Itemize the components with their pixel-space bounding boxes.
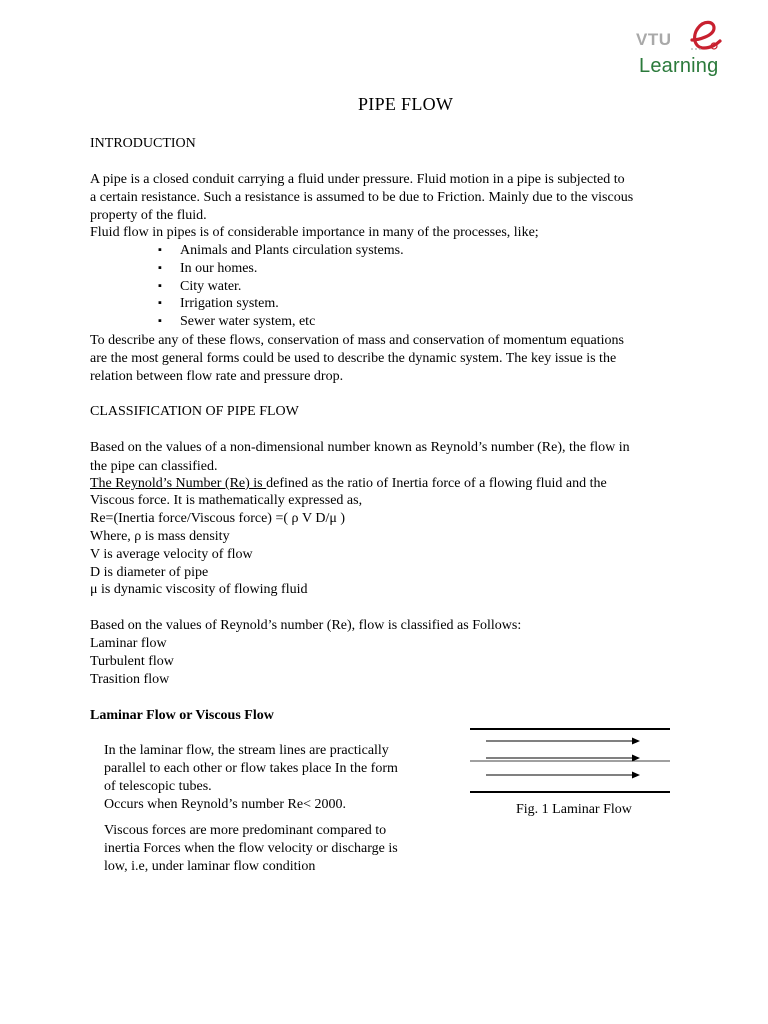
- classified-intro: Based on the values of Reynold’s number (Re), flow is classified as Follows:: [90, 618, 522, 633]
- intro-line-4: Fluid flow in pipes is of considerable importance in many of the processes, like;: [90, 225, 539, 240]
- bullet-icon: ▪: [158, 279, 162, 292]
- intro-closing-3: relation between flow rate and pressure drop.: [90, 369, 344, 384]
- reynolds-formula: Re=(Inertia force/Viscous force) =( ρ V D/μ ): [90, 511, 346, 526]
- list-item: ▪ Animals and Plants circulation systems.: [158, 243, 404, 258]
- definition-line-1: Viscous force. It is mathematically expressed as,: [90, 493, 363, 508]
- streamline-arrow: [486, 738, 640, 745]
- bullet-icon: ▪: [158, 261, 162, 274]
- laminar-para1-line-4: Occurs when Reynold’s number Re< 2000.: [104, 797, 346, 812]
- bullet-icon: ▪: [158, 244, 162, 256]
- laminar-flow-diagram: [468, 726, 672, 796]
- classification-line-1: Based on the values of a non-dimensional number known as Reynold’s number (Re), the flow in: [90, 440, 630, 455]
- bullet-icon: ▪: [158, 315, 162, 328]
- process-bullet-list: [158, 242, 404, 331]
- vtu-elearning-logo: [634, 18, 729, 82]
- definition-viscosity: μ is dynamic viscosity of flowing fluid: [90, 582, 308, 597]
- definition-rho: Where, ρ is mass density: [90, 529, 230, 544]
- list-item: ▪ Irrigation system.: [158, 296, 279, 312]
- laminar-para2-line-2: inertia Forces when the flow velocity or discharge is: [104, 841, 398, 856]
- definition-diameter: D is diameter of pipe: [90, 565, 209, 580]
- definition-velocity: V is average velocity of flow: [90, 547, 253, 562]
- classification-heading: CLASSIFICATION OF PIPE FLOW: [90, 404, 299, 419]
- intro-line-1: A pipe is a closed conduit carrying a fluid under pressure. Fluid motion in a pipe is subjected to: [90, 172, 625, 187]
- list-item: ▪ City water.: [158, 278, 242, 294]
- reynolds-definition-rest: defined as the ratio of Inertia force of a flowing fluid and the: [266, 476, 607, 491]
- laminar-para1-line-1: In the laminar flow, the stream lines are practically: [104, 743, 389, 758]
- reynolds-definition-line: [90, 475, 607, 493]
- figure-caption: Fig. 1 Laminar Flow: [516, 802, 632, 817]
- introduction-heading: INTRODUCTION: [90, 136, 196, 151]
- reynolds-number-term: The Reynold’s Number (Re) is: [90, 476, 267, 491]
- streamline-arrow: [486, 755, 640, 762]
- logo-e-mark-icon: [684, 18, 724, 58]
- intro-line-3: property of the fluid.: [90, 208, 207, 223]
- flow-type-turbulent: Turbulent flow: [90, 654, 174, 669]
- page-title: PIPE FLOW: [358, 94, 454, 114]
- bullet-icon: ▪: [158, 297, 162, 310]
- intro-line-2: a certain resistance. Such a resistance is assumed to be due to Friction. Mainly due to the viscous: [90, 190, 634, 205]
- list-item: ▪ Sewer water system, etc: [158, 314, 316, 330]
- streamline-arrow: [486, 772, 640, 779]
- laminar-para2-line-3: low, i.e, under laminar flow condition: [104, 859, 316, 874]
- logo-product-text: Learning: [639, 55, 719, 77]
- intro-closing-1: To describe any of these flows, conservation of mass and conservation of momentum equations: [90, 333, 624, 348]
- laminar-para1-line-2: parallel to each other or flow takes place In the form: [104, 761, 398, 776]
- classification-line-2: the pipe can classified.: [90, 459, 218, 474]
- laminar-para1-line-3: of telescopic tubes.: [104, 779, 212, 794]
- flow-type-transition: Trasition flow: [90, 672, 170, 687]
- intro-closing-2: are the most general forms could be used to describe the dynamic system. The key issue is the: [90, 351, 617, 366]
- list-item: ▪ In our homes.: [158, 260, 258, 276]
- flow-type-laminar: Laminar flow: [90, 636, 167, 651]
- laminar-para2-line-1: Viscous forces are more predominant compared to: [104, 823, 387, 838]
- logo-brand-text: VTU: [636, 30, 672, 49]
- laminar-heading: Laminar Flow or Viscous Flow: [90, 708, 274, 723]
